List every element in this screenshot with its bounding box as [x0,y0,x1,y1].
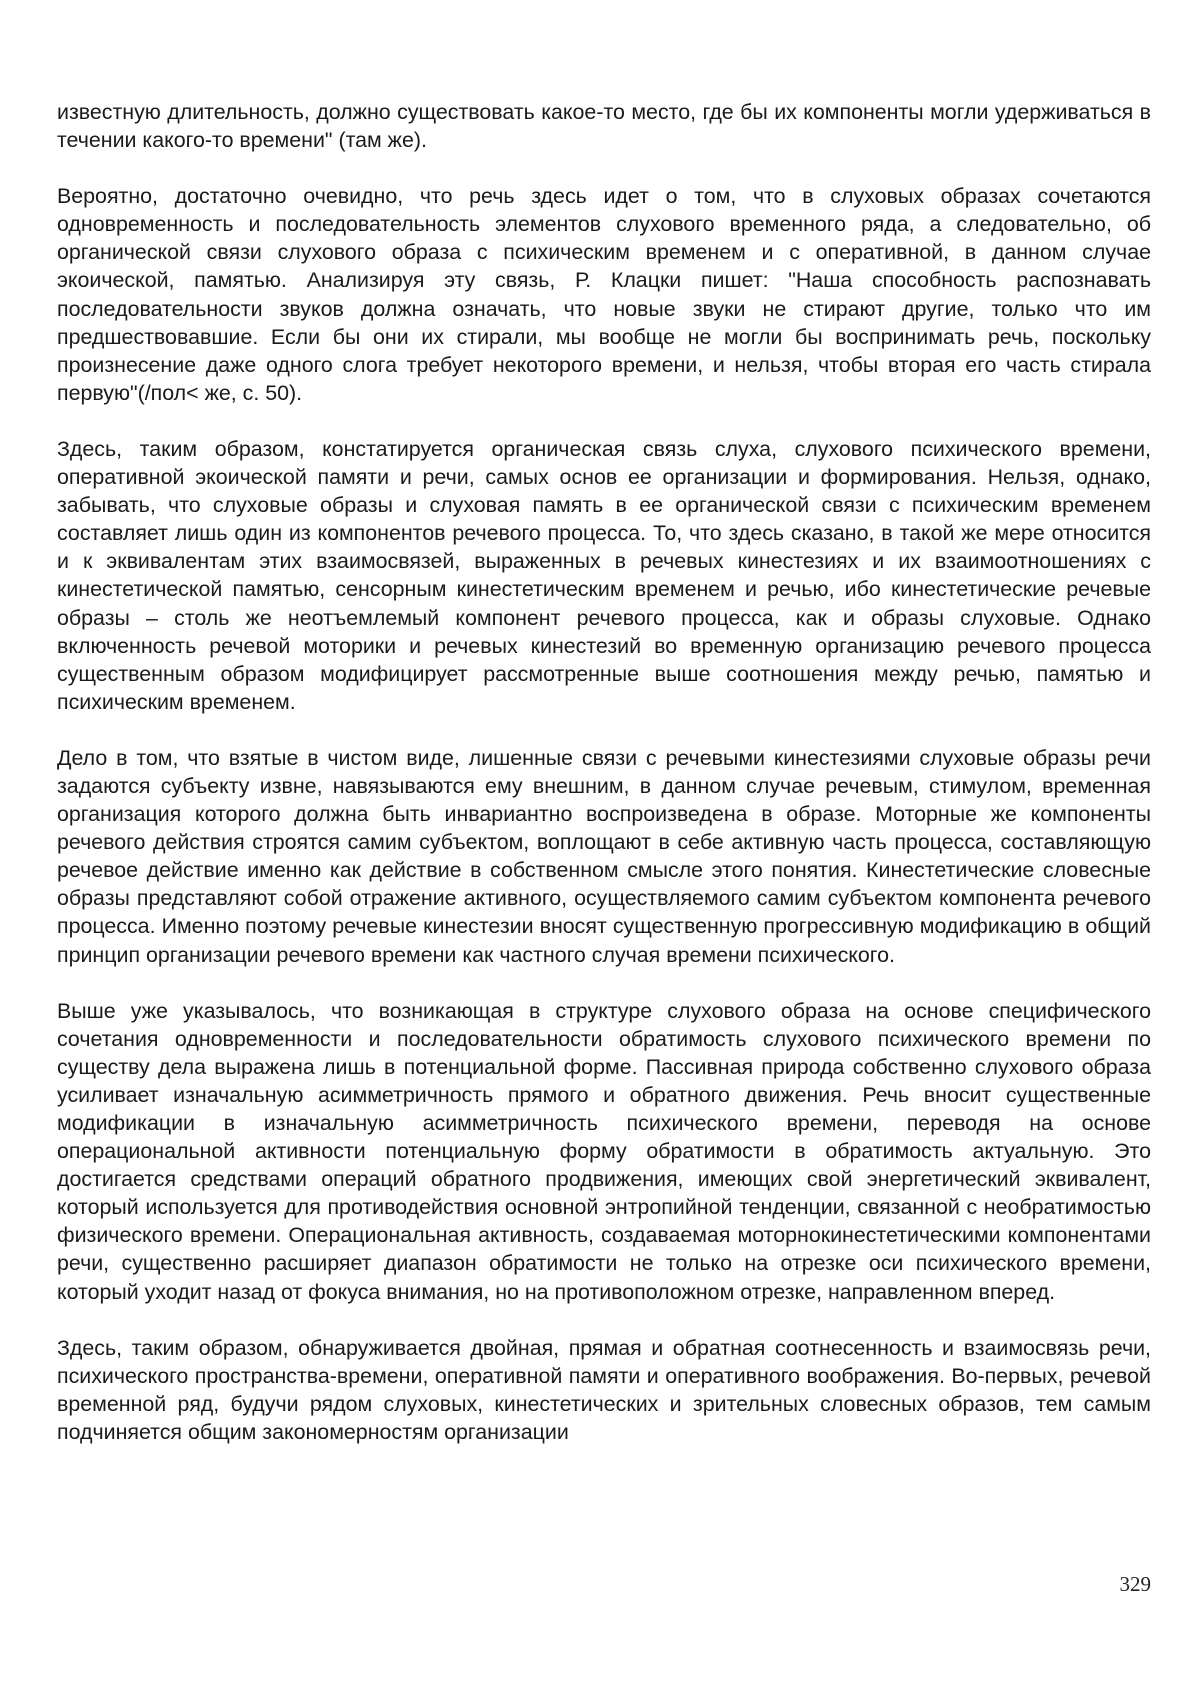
paragraph-5: Выше уже указывалось, что возникающая в структуре слухового образа на основе специфического сочетания одновременности и последовательности обратимость слухового психического времени по существу дела выражена лишь в потенциальной форме. Пассивная природа собственно слухового образа усиливает изначальную асимметричность прямого и обратного движения. Речь вносит существенные модификации в изначальную асимметричность психического времени, переводя на основе операциональной активности потенциальную форму обратимости в обратимость актуальную. Это достигается средствами операций обратного продвижения, имеющих свой энергетический эквивалент, который используется для противодействия основной энтропийной тенденции, связанной с необратимостью физического времени. Операциональная активность, создаваемая моторнокинестетическими компонентами речи, существенно расширяет диапазон обратимости не только на отрезке оси психического времени, который уходит назад от фокуса внимания, но на противоположном отрезке, направленном вперед. [57,998,1151,1304]
paragraph-1: известную длительность, должно существовать какое-то место, где бы их компоненты могли удерживаться в течении какого-то времени" (там же). [57,100,1151,153]
text-body [57,98,1151,1446]
paragraph-6: Здесь, таким образом, обнаруживается двойная, прямая и обратная соотнесенность и взаимосвязь речи, психического пространства-времени, оперативной памяти и оперативного воображения. Во-первых, речевой временной ряд, будучи рядом слуховых, кинестетических и зрительных словесных образов, тем самым подчиняется общим закономерностям организации [57,1335,1151,1444]
paragraph-4: Дело в том, что взятые в чистом виде, лишенные связи с речевыми кинестезиями слуховые образы речи задаются субъекту извне, навязываются ему внешним, в данном случае речевым, стимулом, временная организация которого должна быть инвариантно воспроизведена в образе. Моторные же компоненты речевого действия строятся самим субъектом, воплощают в себе активную часть процесса, составляющую речевое действие именно как действие в собственном смысле этого понятия. Кинестетические словесные образы представляют собой отражение активного, осуществляемого самим субъектом компонента речевого процесса. Именно поэтому речевые кинестезии вносят существенную прогрессивную модификацию в общий принцип организации речевого времени как частного случая времени психического. [57,745,1151,967]
paragraph-2: Вероятно, достаточно очевидно, что речь здесь идет о том, что в слуховых образах сочетаются одновременность и последовательность элементов слухового временного ряда, а следовательно, об органической связи слухового образа с психическим временем и с оперативной, в данном случае экоической, памятью. Анализируя эту связь, Р. Клацки пишет: "Наша способность распознавать последовательности звуков должна означать, что новые звуки не стирают другие, только что им предшествовавшие. Если бы они их стирали, мы вообще не могли бы воспринимать речь, поскольку произнесение даже одного слога требует некоторого времени, и нельзя, чтобы вторая его часть стирала первую"(/пол< же, с. 50). [57,184,1151,405]
page-number: 329 [1119,1572,1151,1596]
paragraph-3: Здесь, таким образом, констатируется органическая связь слуха, слухового психического времени, оперативной экоической памяти и речи, самых основ ее организации и формирования. Нельзя, однако, забывать, что слуховые образы и слуховая память в ее органической связи с психическим временем составляет лишь один из компонентов речевого процесса. То, что здесь сказано, в такой же мере относится и к эквивалентам этих взаимосвязей, выраженных в речевых кинестезиях и их взаимоотношениях с кинестетической памятью, сенсорным кинестетическим временем и речью, ибо кинестетические речевые образы – столь же неотъемлемый компонент речевого процесса, как и образы слуховые. Однако включенность речевой моторики и речевых кинестезий во временную организацию речевого процесса существенным образом модифицирует рассмотренные выше соотношения между речью, памятью и психическим временем. [57,436,1151,714]
